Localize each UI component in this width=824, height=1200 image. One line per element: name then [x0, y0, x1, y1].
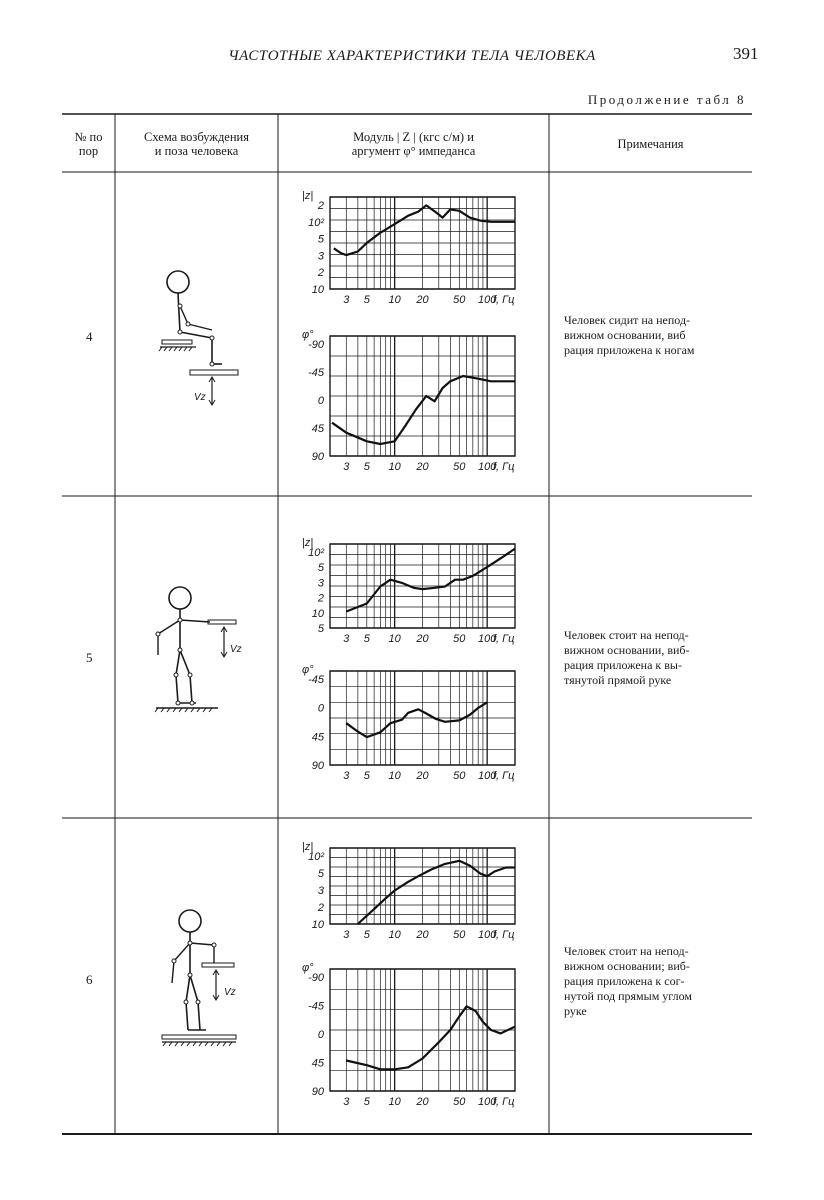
impedance-phase-chart-row6: [290, 955, 530, 1120]
x-tick-label: 3: [343, 929, 350, 941]
figure-seated: [150, 262, 250, 412]
x-tick-label: 100: [477, 294, 497, 306]
y-axis-label: |z|: [302, 841, 314, 853]
x-tick-label: 50: [453, 770, 466, 782]
data-series-line: [346, 549, 515, 612]
x-tick-label: 100: [477, 929, 497, 941]
y-tick-label: 10²: [308, 851, 324, 863]
note-line: вижном основании, виб-: [564, 643, 690, 657]
force-label: Vz: [224, 987, 236, 998]
x-tick-label: 5: [363, 294, 370, 306]
x-axis-label: f, Гц: [493, 461, 515, 473]
header-impedance-line2: аргумент φ° импеданса: [351, 144, 476, 158]
note-line: Человек сидит на непод-: [564, 313, 691, 327]
x-tick-label: 10: [388, 770, 401, 782]
y-axis-label: φ°: [302, 664, 314, 676]
y-tick-label: 5: [317, 233, 324, 246]
x-tick-label: 50: [453, 461, 466, 473]
y-axis-label: |z|: [302, 537, 314, 549]
y-tick-label: 0: [317, 395, 324, 407]
data-series-line: [346, 702, 487, 737]
y-tick-label: 10: [311, 919, 324, 931]
note-line: рация приложена к сог-: [564, 974, 685, 988]
x-tick-label: 50: [453, 1096, 466, 1108]
y-tick-label: 10: [311, 607, 324, 620]
x-tick-label: 20: [416, 294, 429, 306]
row-number-4: 4: [86, 329, 93, 344]
y-tick-label: -45: [308, 1000, 324, 1013]
figure-standing-arm-bent: [150, 905, 250, 1055]
x-tick-label: 5: [363, 929, 370, 941]
y-axis-label: φ°: [302, 962, 314, 974]
note-line: тянутой прямой руке: [564, 673, 672, 687]
header-impedance-line1: Модуль | Z | (кгс с/м) и: [353, 130, 474, 144]
data-series-line: [334, 205, 515, 255]
y-tick-label: 45: [311, 423, 324, 435]
header-row-number-line2: пор: [78, 144, 99, 158]
y-tick-label: -90: [308, 972, 324, 984]
note-line: руке: [564, 1004, 587, 1018]
y-tick-label: -45: [308, 674, 324, 686]
x-tick-label: 50: [453, 633, 466, 645]
x-tick-label: 20: [416, 929, 429, 941]
x-tick-label: 10: [388, 1096, 401, 1108]
y-tick-label: 2: [317, 267, 324, 280]
x-tick-label: 10: [388, 633, 401, 645]
y-tick-label: 45: [311, 731, 324, 744]
y-tick-label: -45: [308, 367, 324, 379]
y-tick-label: 0: [317, 1029, 324, 1041]
x-tick-label: 3: [343, 294, 350, 306]
x-axis-label: f, Гц: [493, 929, 515, 941]
y-tick-label: 45: [311, 1057, 324, 1070]
y-tick-label: 10²: [308, 547, 324, 559]
y-tick-label: 10: [311, 284, 324, 296]
x-tick-label: 10: [388, 929, 401, 941]
header-row-number-line1: № по: [74, 130, 103, 144]
y-tick-label: 90: [311, 451, 324, 463]
y-tick-label: 0: [317, 702, 324, 715]
impedance-modulus-chart-row4: [290, 185, 530, 315]
x-tick-label: 3: [343, 461, 350, 473]
impedance-phase-chart-row5: [290, 655, 530, 787]
x-tick-label: 3: [343, 770, 350, 782]
note-line: рация приложена к вы-: [564, 658, 682, 672]
x-tick-label: 100: [477, 633, 497, 645]
data-series-line: [346, 1006, 515, 1069]
x-tick-label: 50: [453, 294, 466, 306]
y-tick-label: 3: [317, 885, 324, 897]
note-line: рация приложена к ногам: [564, 343, 695, 357]
x-tick-label: 5: [363, 770, 370, 782]
y-tick-label: -90: [308, 339, 324, 351]
figure-standing-arm-extended: [140, 580, 250, 730]
header-impedance: [278, 130, 549, 158]
x-axis-label: f, Гц: [493, 770, 515, 782]
table-continuation-label: Продолжение табл 8: [587, 92, 746, 107]
x-axis-label: f, Гц: [493, 294, 515, 306]
y-tick-label: 5: [317, 623, 324, 635]
note-row-6: [564, 944, 692, 1019]
note-line: вижном основании, виб: [564, 328, 686, 342]
y-tick-label: 2: [317, 200, 324, 212]
note-line: нутой под прямым углом: [564, 989, 692, 1003]
row-number-5: 5: [86, 650, 93, 665]
x-tick-label: 20: [416, 1096, 429, 1108]
y-tick-label: 5: [317, 868, 324, 880]
x-tick-label: 10: [388, 294, 401, 306]
impedance-phase-chart-row4: [290, 322, 530, 487]
impedance-modulus-chart-row6: [290, 838, 530, 950]
x-tick-label: 50: [453, 929, 466, 941]
y-tick-label: 3: [317, 250, 324, 263]
y-tick-label: 2: [317, 902, 324, 914]
x-tick-label: 5: [363, 461, 370, 473]
y-axis-label: φ°: [302, 329, 314, 341]
y-tick-label: 10²: [308, 216, 324, 229]
x-tick-label: 3: [343, 633, 350, 645]
header-scheme-line1: Схема возбуждения: [144, 130, 249, 144]
row-number-6: 6: [86, 972, 93, 987]
x-tick-label: 3: [343, 1096, 350, 1108]
y-tick-label: 90: [311, 1086, 324, 1098]
y-axis-label: |z|: [302, 190, 314, 202]
force-label: Vz: [194, 392, 206, 403]
x-tick-label: 20: [416, 770, 429, 782]
running-title: ЧАСТОТНЫЕ ХАРАКТЕРИСТИКИ ТЕЛА ЧЕЛОВЕКА: [228, 48, 596, 64]
y-tick-label: 90: [311, 760, 324, 772]
header-notes: Примечания: [617, 137, 684, 151]
x-tick-label: 100: [477, 1096, 497, 1108]
y-tick-label: 5: [317, 562, 324, 575]
x-tick-label: 5: [363, 633, 370, 645]
x-tick-label: 5: [363, 1096, 370, 1108]
impedance-modulus-chart-row5: [290, 530, 530, 652]
x-tick-label: 20: [416, 633, 429, 645]
x-tick-label: 20: [416, 461, 429, 473]
x-axis-label: f, Гц: [493, 1096, 515, 1108]
x-tick-label: 100: [477, 770, 497, 782]
note-row-5: [564, 628, 690, 688]
x-tick-label: 10: [388, 461, 401, 473]
header-row-number: [62, 130, 115, 158]
x-axis-label: f, Гц: [493, 633, 515, 645]
force-label: Vz: [230, 644, 242, 655]
page-number: 391: [733, 44, 759, 63]
x-tick-label: 100: [477, 461, 497, 473]
header-scheme: [115, 130, 278, 158]
note-line: Человек стоит на непод-: [564, 628, 689, 642]
y-tick-label: 3: [317, 577, 324, 590]
note-line: вижном основании; виб-: [564, 959, 690, 973]
note-row-4: [564, 313, 695, 358]
y-tick-label: 2: [317, 592, 324, 605]
note-line: Человек стоит на непод-: [564, 944, 689, 958]
header-scheme-line2: и поза человека: [154, 144, 239, 158]
